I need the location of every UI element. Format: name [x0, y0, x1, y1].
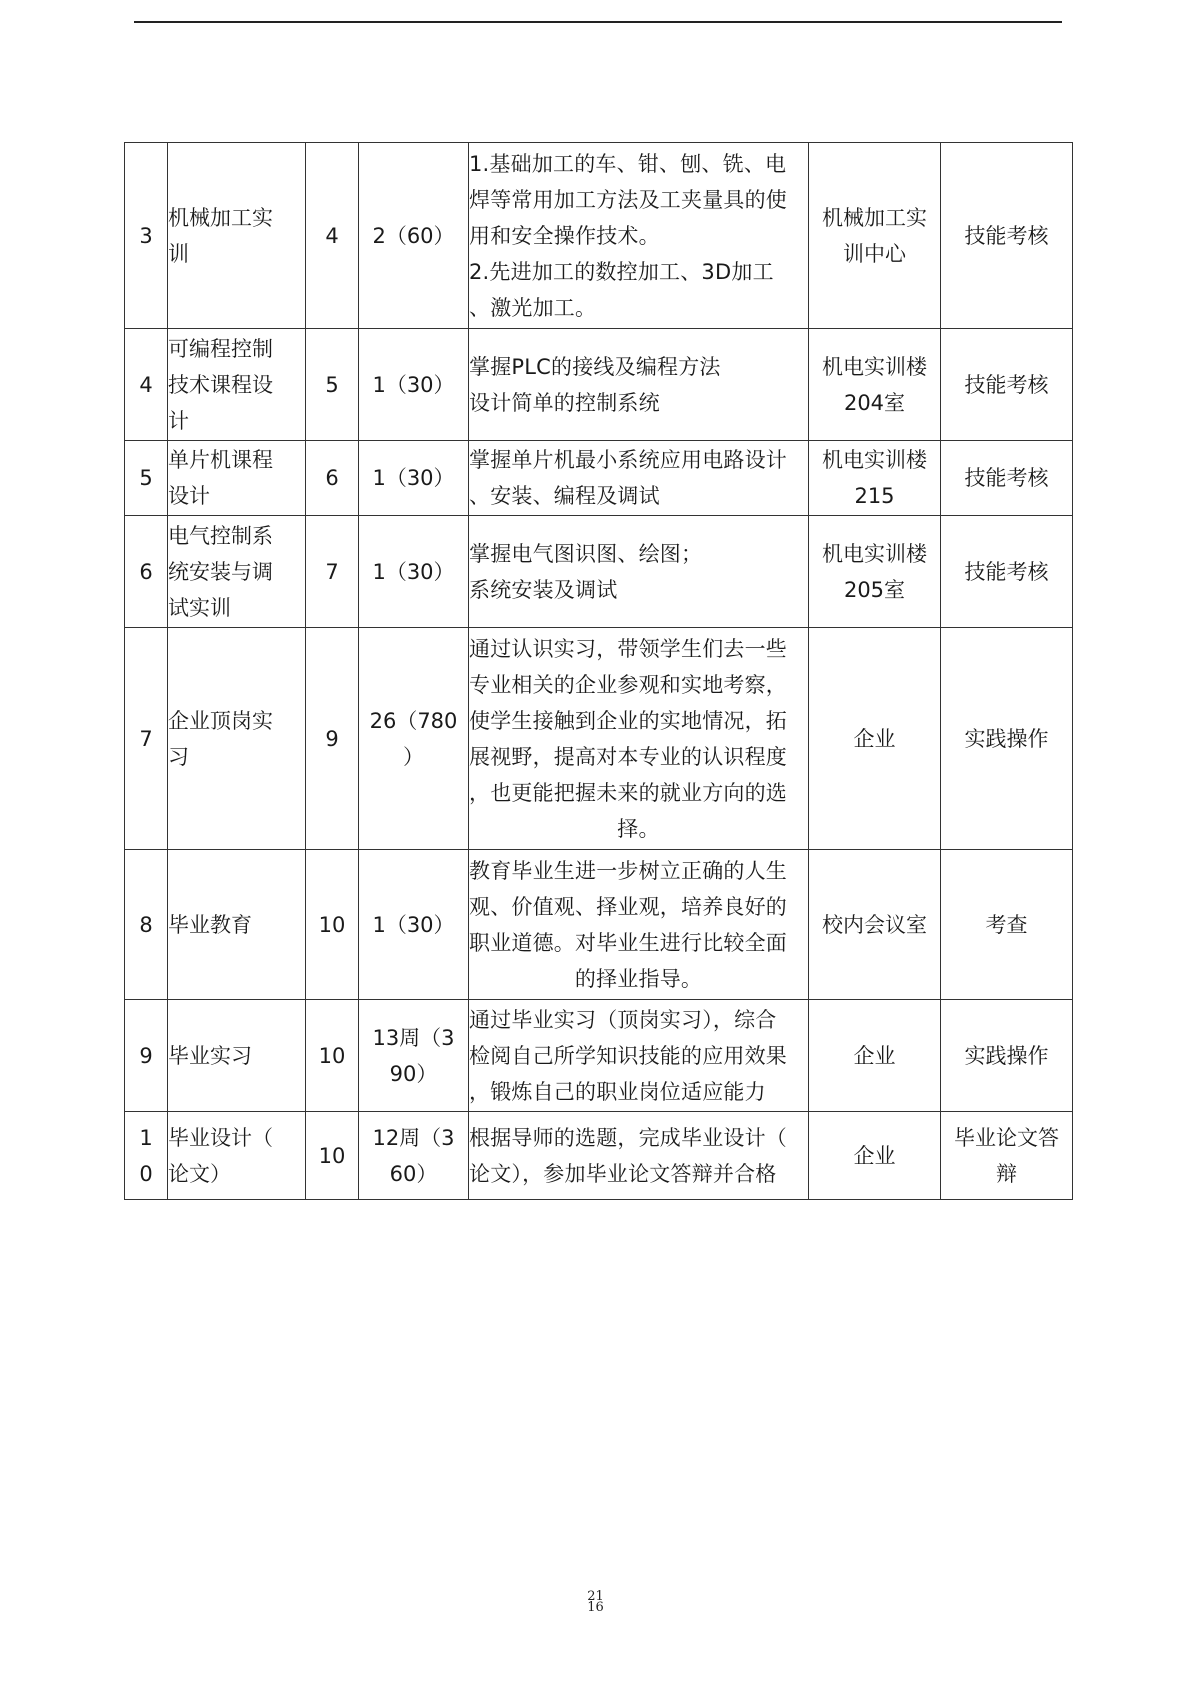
weeks-hours-text: 13周（3	[372, 1025, 455, 1050]
training-location-text: 企业	[853, 1143, 896, 1168]
weeks-hours-text: 2（60）	[372, 223, 455, 248]
training-content-text: 根据导师的选题，完成毕业设计（	[469, 1125, 787, 1150]
weeks-hours-cell	[359, 850, 469, 1000]
training-content-text: 论文），参加毕业论文答辩并合格	[469, 1161, 777, 1186]
weeks-hours-text: 12周（3	[372, 1125, 455, 1150]
weeks-hours-cell	[359, 441, 469, 516]
training-content-cell	[469, 628, 809, 850]
semester-text: 4	[325, 223, 339, 248]
page-number	[0, 1591, 1191, 1613]
course-name-text: 训	[168, 241, 189, 266]
weeks-hours-cell	[359, 1000, 469, 1112]
row-number-text: 9	[139, 1043, 153, 1068]
assessment-method-cell	[941, 850, 1073, 1000]
row-number-text: 5	[139, 466, 153, 490]
assessment-method-text: 毕业论文答	[954, 1125, 1059, 1150]
training-location-text: 校内会议室	[822, 912, 927, 937]
training-content-cell	[469, 143, 809, 329]
course-name-text: 机械加工实	[168, 205, 273, 230]
table-row	[125, 441, 1073, 516]
training-location-text: 训中心	[843, 241, 906, 266]
row-number-text: 8	[139, 912, 153, 937]
weeks-hours-text: 26（780	[369, 708, 458, 733]
training-content-text: 的择业指导。	[574, 966, 703, 991]
assessment-method-cell	[941, 329, 1073, 441]
course-name-text: 毕业实习	[168, 1043, 252, 1068]
assessment-method-cell	[941, 1112, 1073, 1200]
weeks-hours-cell	[359, 516, 469, 628]
training-content-text: 2.先进加工的数控加工、3D加工	[469, 259, 774, 284]
assessment-method-text: 技能考核	[964, 559, 1049, 584]
semester-text: 10	[318, 1143, 346, 1168]
table-row	[125, 516, 1073, 628]
course-name-cell	[168, 850, 306, 1000]
training-content-text: 通过认识实习，带领学生们去一些	[469, 636, 787, 661]
training-location-text: 企业	[853, 1043, 896, 1068]
training-location-text: 205室	[843, 577, 906, 602]
course-name-cell	[168, 143, 306, 329]
assessment-method-cell	[941, 143, 1073, 329]
training-content-text: 专业相关的企业参观和实地考察，	[469, 672, 787, 697]
training-content-text: 通过毕业实习（顶岗实习），综合	[469, 1007, 777, 1032]
row-number-cell	[125, 628, 168, 850]
assessment-method-text: 技能考核	[964, 223, 1049, 248]
weeks-hours-text: 1（30）	[372, 466, 455, 490]
course-name-text: 企业顶岗实	[168, 708, 273, 733]
assessment-method-text: 技能考核	[964, 372, 1049, 397]
weeks-hours-text: 90）	[389, 1061, 438, 1086]
table-row	[125, 1000, 1073, 1112]
course-name-text: 设计	[168, 484, 210, 508]
training-location-cell	[809, 516, 941, 628]
table-row	[125, 850, 1073, 1000]
assessment-method-text: 实践操作	[964, 1043, 1049, 1068]
training-content-text: 展视野，提高对本专业的认识程度	[469, 744, 787, 769]
weeks-hours-cell	[359, 1112, 469, 1200]
table-row	[125, 628, 1073, 850]
table-row	[125, 329, 1073, 441]
training-content-cell	[469, 850, 809, 1000]
training-content-cell	[469, 1112, 809, 1200]
course-name-text: 电气控制系	[168, 523, 273, 548]
training-content-text: 职业道德。对毕业生进行比较全面	[469, 930, 787, 955]
training-location-cell	[809, 329, 941, 441]
semester-cell	[306, 516, 359, 628]
row-number-cell	[125, 1112, 168, 1200]
course-name-text: 论文）	[168, 1161, 231, 1186]
semester-text: 7	[325, 559, 339, 584]
semester-cell	[306, 628, 359, 850]
training-location-text: 204室	[843, 390, 906, 415]
course-name-text: 毕业设计（	[168, 1125, 273, 1150]
row-number-text: 3	[139, 223, 153, 248]
training-location-cell	[809, 143, 941, 329]
row-number-cell	[125, 1000, 168, 1112]
training-location-text: 企业	[853, 726, 896, 751]
weeks-hours-text: ）	[403, 744, 424, 769]
assessment-method-text: 实践操作	[964, 726, 1049, 751]
row-number-text: 1	[139, 1125, 153, 1150]
training-content-text: 择。	[617, 816, 660, 841]
course-name-text: 技术课程设	[168, 372, 273, 397]
practice-schedule-table	[124, 142, 1073, 1200]
training-location-text: 215	[854, 484, 895, 508]
header-rule	[134, 21, 1062, 23]
assessment-method-cell	[941, 628, 1073, 850]
assessment-method-text: 技能考核	[964, 466, 1049, 490]
semester-text: 10	[318, 912, 346, 937]
row-number-cell	[125, 516, 168, 628]
training-content-text: 使学生接触到企业的实地情况，拓	[469, 708, 787, 733]
semester-cell	[306, 143, 359, 329]
training-content-text: 系统安装及调试	[469, 577, 618, 602]
semester-cell	[306, 1000, 359, 1112]
row-number-cell	[125, 143, 168, 329]
training-location-text: 机电实训楼	[822, 541, 927, 566]
semester-cell	[306, 441, 359, 516]
training-content-text: 、激光加工。	[469, 295, 597, 320]
table-row	[125, 143, 1073, 329]
assessment-method-text: 考查	[985, 912, 1028, 937]
training-location-text: 机电实训楼	[822, 354, 927, 379]
assessment-method-text: 辩	[996, 1161, 1017, 1186]
weeks-hours-text: 60）	[389, 1161, 438, 1186]
row-number-text: 7	[139, 726, 153, 751]
training-content-text: 掌握PLC的接线及编程方法	[469, 354, 721, 379]
training-content-text: 掌握单片机最小系统应用电路设计	[469, 448, 787, 472]
training-location-cell	[809, 628, 941, 850]
semester-cell	[306, 329, 359, 441]
training-content-text: 教育毕业生进一步树立正确的人生	[469, 858, 787, 883]
training-location-cell	[809, 441, 941, 516]
assessment-method-cell	[941, 441, 1073, 516]
training-content-text: 焊等常用加工方法及工夹量具的使	[469, 187, 787, 212]
training-location-cell	[809, 1000, 941, 1112]
course-name-text: 习	[168, 744, 189, 769]
weeks-hours-text: 1（30）	[372, 559, 455, 584]
semester-text: 9	[325, 726, 339, 751]
semester-text: 6	[325, 466, 339, 490]
page-number-top: 21	[587, 1589, 604, 1604]
training-content-cell	[469, 441, 809, 516]
training-content-text: 掌握电气图识图、绘图；	[469, 541, 703, 566]
course-name-cell	[168, 516, 306, 628]
weeks-hours-cell	[359, 628, 469, 850]
weeks-hours-cell	[359, 329, 469, 441]
course-name-text: 毕业教育	[168, 912, 252, 937]
course-name-cell	[168, 628, 306, 850]
row-number-cell	[125, 441, 168, 516]
training-content-cell	[469, 1000, 809, 1112]
course-name-cell	[168, 1112, 306, 1200]
training-location-cell	[809, 850, 941, 1000]
row-number-text: 4	[139, 372, 153, 397]
training-content-text: 检阅自己所学知识技能的应用效果	[469, 1043, 787, 1068]
training-content-text: 、安装、编程及调试	[469, 484, 660, 508]
assessment-method-cell	[941, 1000, 1073, 1112]
training-content-text: 设计简单的控制系统	[469, 390, 660, 415]
training-content-text: 观、价值观、择业观，培养良好的	[469, 894, 787, 919]
training-content-text: ，也更能把握未来的就业方向的选	[469, 780, 787, 805]
training-location-text: 机械加工实	[822, 205, 927, 230]
row-number-cell	[125, 329, 168, 441]
course-name-text: 计	[168, 408, 189, 433]
course-name-cell	[168, 329, 306, 441]
weeks-hours-text: 1（30）	[372, 372, 455, 397]
weeks-hours-cell	[359, 143, 469, 329]
semester-cell	[306, 850, 359, 1000]
course-name-text: 单片机课程	[168, 448, 273, 472]
row-number-text: 0	[139, 1161, 153, 1186]
course-name-text: 可编程控制	[168, 336, 273, 361]
assessment-method-cell	[941, 516, 1073, 628]
course-name-text: 统安装与调	[168, 559, 273, 584]
table-row	[125, 1112, 1073, 1200]
semester-cell	[306, 1112, 359, 1200]
training-location-cell	[809, 1112, 941, 1200]
training-content-cell	[469, 329, 809, 441]
training-content-text: 用和安全操作技术。	[469, 223, 660, 248]
weeks-hours-text: 1（30）	[372, 912, 455, 937]
training-content-text: 1.基础加工的车、钳、刨、铣、电	[469, 151, 787, 176]
training-location-text: 机电实训楼	[822, 448, 927, 472]
course-name-cell	[168, 1000, 306, 1112]
course-name-cell	[168, 441, 306, 516]
semester-text: 5	[325, 372, 339, 397]
row-number-cell	[125, 850, 168, 1000]
semester-text: 10	[318, 1043, 346, 1068]
training-content-cell	[469, 516, 809, 628]
page-number-bottom: 16	[587, 1600, 604, 1615]
row-number-text: 6	[139, 559, 153, 584]
course-name-text: 试实训	[168, 595, 231, 620]
training-content-text: ，锻炼自己的职业岗位适应能力	[469, 1079, 766, 1104]
